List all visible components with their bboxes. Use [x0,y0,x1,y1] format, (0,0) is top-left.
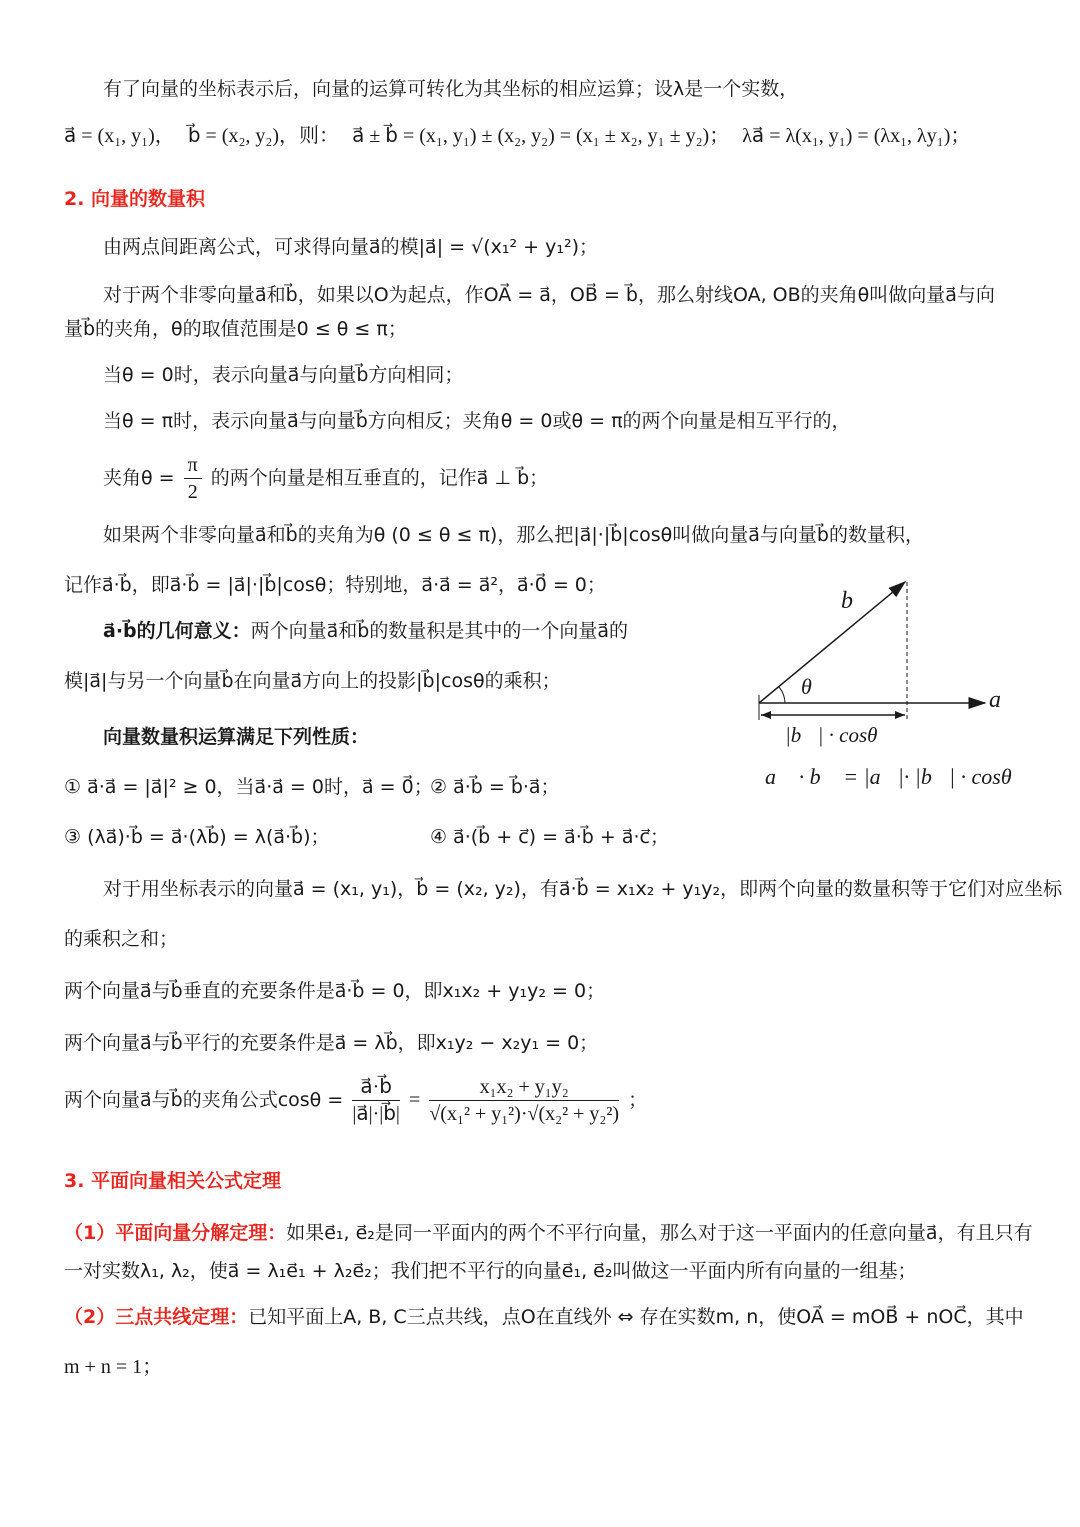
geometric-meaning-line-1 [103,616,628,646]
collinear-theorem-line-1 [64,1302,1024,1332]
parallel-condition: 两个向量a⃗与b⃗平行的充要条件是a⃗ = λb⃗，即x₁y₂ − x₂y₁ = 0； [64,1032,599,1054]
cosine-fraction-1 [352,1074,400,1127]
cosine-numerator-2: x₁x₂ + y₁y₂ [429,1074,619,1101]
property-4: ④ a⃗·(b⃗ + c⃗) = a⃗·b⃗ + a⃗·c⃗； [430,826,669,848]
scalar-mult-formula: λa⃗ = λ(x₁, y₁) = (λx₁, λy₁)； [742,125,971,147]
section-3-heading: 3. 平面向量相关公式定理 [64,1170,282,1192]
cosine-fraction-2 [429,1074,619,1127]
geometric-meaning-text: 两个向量a⃗和b⃗的数量积是其中的一个向量a⃗的 [250,620,628,642]
cosine-numerator-1: a⃗·b⃗ [352,1074,400,1101]
perpendicular-prefix: 夹角θ = [103,467,175,489]
collinear-theorem-text: 已知平面上A, B, C三点共线，点O在直线外 ⇔ 存在实数m, n，使OA⃗ = mOB⃗ + nOC⃗，其中 [248,1306,1024,1328]
angle-definition-line-1: 对于两个非零向量a⃗和b⃗，如果以O为起点，作OA⃗ = a⃗，OB⃗ = b⃗，那么射线OA, OB的夹角θ叫做向量a⃗与向 [103,284,995,306]
cosine-prefix: 两个向量a⃗与b⃗的夹角公式cosθ = [64,1089,344,1111]
intro-line-2 [64,121,970,151]
opposite-direction-text: 当θ = π时，表示向量a⃗与向量b⃗方向相反；夹角θ = 0或θ = π的两个向量是相互平行的， [103,410,851,432]
pi-over-2-fraction [184,452,202,505]
same-direction-text: 当θ = 0时，表示向量a⃗与向量b⃗方向相同； [103,364,464,386]
modulus-text: 由两点间距离公式，可求得向量a⃗的模|a⃗| = √(x₁² + y₁²)； [103,236,598,258]
dot-product-notation: 记作a⃗·b⃗，即a⃗·b⃗ = |a⃗|·|b⃗|cosθ；特别地，a⃗·a⃗ = a⃗²，a⃗·0⃗ = 0； [64,574,606,596]
coordinate-dot-line-2: 的乘积之和； [64,928,179,950]
geometric-meaning-line-2: 模|a⃗|与另一个向量b⃗在向量a⃗方向上的投影|b⃗|cosθ的乘积； [64,670,561,692]
dot-product-definition: 如果两个非零向量a⃗和b⃗的夹角为θ (0 ≤ θ ≤ π)，那么把|a⃗|·|b⃗|cosθ叫做向量a⃗与向量b⃗的数量积， [103,524,924,546]
label-projection: |b⃗| · cosθ [785,723,878,747]
vector-b-arrow [759,582,905,703]
properties-heading: 向量数量积运算满足下列性质： [103,726,370,748]
fraction-denominator: 2 [187,481,198,503]
decomposition-theorem-line-1 [64,1218,1033,1248]
collinear-theorem-label: （2）三点共线定理： [64,1306,249,1328]
cosine-denominator-1: |a⃗|·|b⃗| [352,1103,400,1125]
geometric-meaning-label: a⃗·b⃗的几何意义： [103,620,251,642]
coordinate-dot-line-1: 对于用坐标表示的向量a⃗ = (x₁, y₁)，b⃗ = (x₂, y₂)，有a⃗·b⃗ = x₁x₂ + y₁y₂，即两个向量的数量积等于它们对应坐标 [103,878,1063,900]
projection-figure [745,560,1065,800]
equals-sign: = [409,1089,421,1111]
label-theta: θ [801,674,812,699]
fraction-numerator: π [184,452,202,479]
vector-b-coord: b⃗ = (x₂, y₂)，则： [187,125,340,147]
projection-arrow-right [895,711,905,719]
perpendicular-condition: 两个向量a⃗与b⃗垂直的充要条件是a⃗·b⃗ = 0，即x₁x₂ + y₁y₂ = 0； [64,980,606,1002]
label-b: b⃗ [841,588,872,614]
add-sub-formula: a⃗ ± b⃗ = (x₁, y₁) ± (x₂, y₂) = (x₁ ± x₂, y₁ ± y₂)； [352,125,730,147]
perpendicular-text [103,452,548,505]
vector-a-coord: a⃗ = (x₁, y₁)， [64,125,175,147]
property-2: ② a⃗·b⃗ = b⃗·a⃗； [430,776,560,798]
label-a: a⃗ [989,687,1020,713]
section-2-heading: 2. 向量的数量积 [64,188,206,210]
angle-definition-line-2: 量b⃗的夹角，θ的取值范围是0 ≤ θ ≤ π； [64,318,407,340]
cosine-formula [64,1070,647,1130]
collinear-theorem-line-2: m + n = 1； [64,1356,163,1378]
property-1: ① a⃗·a⃗ = |a⃗|² ≥ 0，当a⃗·a⃗ = 0时，a⃗ = 0⃗； [64,776,433,798]
figure-caption: a⃗ · b⃗ = |a⃗|· |b⃗| · cosθ [765,764,1012,789]
property-3: ③ (λa⃗)·b⃗ = a⃗·(λb⃗) = λ(a⃗·b⃗)； [64,826,330,848]
cosine-end: ； [628,1089,648,1111]
angle-arc [779,687,785,703]
projection-diagram [745,560,1065,800]
projection-arrow-left [761,711,771,719]
cosine-denominator-2: √(x₁² + y₁²)·√(x₂² + y₂²) [429,1103,620,1125]
decomposition-theorem-label: （1）平面向量分解定理： [64,1222,287,1244]
decomposition-theorem-line-2: 一对实数λ₁, λ₂，使a⃗ = λ₁e⃗₁ + λ₂e⃗₂；我们把不平行的向量e⃗₁, e⃗₂叫做这一平面内所有向量的一组基； [64,1260,917,1282]
decomposition-theorem-text: 如果e⃗₁, e⃗₂是同一平面内的两个不平行向量，那么对于这一平面内的任意向量a⃗，有且只有 [286,1222,1033,1244]
intro-line-1: 有了向量的坐标表示后，向量的运算可转化为其坐标的相应运算；设λ是一个实数， [103,78,799,100]
perpendicular-suffix: 的两个向量是相互垂直的，记作a⃗ ⊥ b⃗； [210,467,549,489]
